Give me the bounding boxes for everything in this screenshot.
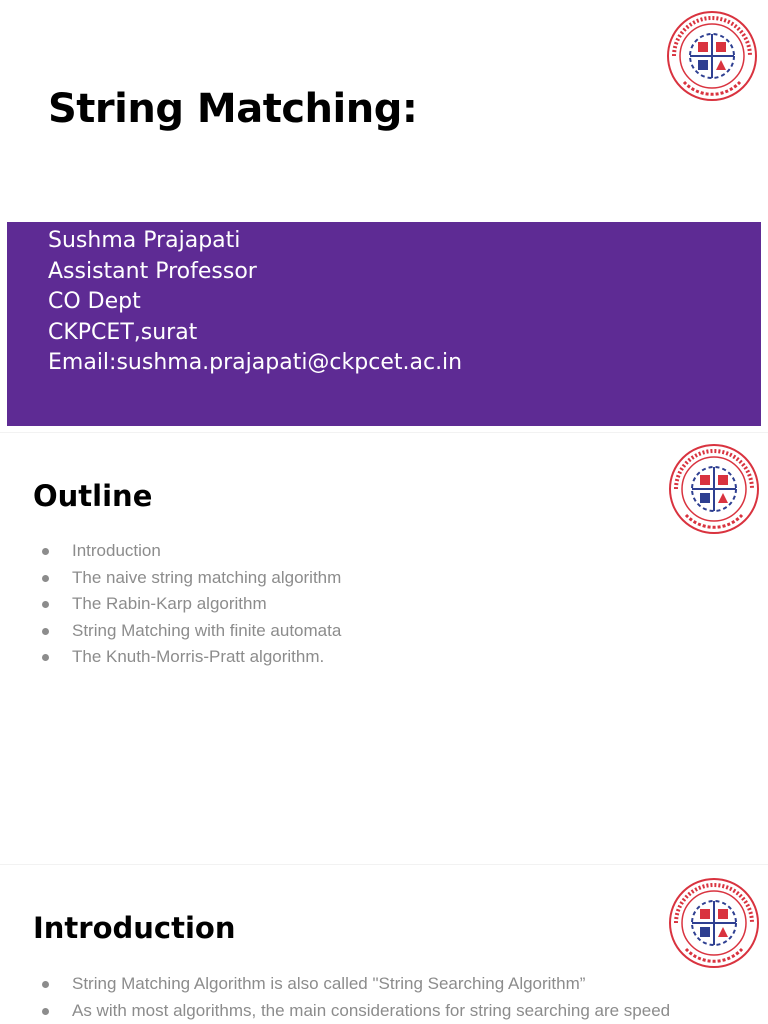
introduction-slide	[0, 864, 768, 1024]
list-item-text: String Matching Algorithm is also called "String Searching Algorithm”	[72, 974, 586, 993]
list-item-text: The Rabin-Karp algorithm	[72, 594, 267, 613]
bullet-icon	[42, 548, 49, 555]
bullet-icon	[42, 575, 49, 582]
outline-list	[40, 538, 341, 671]
list-item	[40, 538, 341, 565]
list-item	[40, 998, 670, 1024]
outline-slide	[0, 432, 768, 864]
college-seal-icon	[666, 875, 762, 971]
slide-title: String Matching:	[48, 86, 418, 132]
outline-heading: Outline	[33, 479, 153, 513]
bullet-icon	[42, 628, 49, 635]
title-slide	[0, 0, 768, 432]
college-seal-icon	[664, 8, 760, 104]
list-item	[40, 591, 341, 618]
bullet-icon	[42, 981, 49, 988]
author-name: Sushma Prajapati	[48, 228, 241, 253]
list-item	[40, 565, 341, 592]
list-item-text: String Matching with finite automata	[72, 620, 342, 640]
author-info-band	[7, 222, 761, 426]
author-department: CO Dept	[48, 289, 141, 314]
author-institute: CKPCET,surat	[48, 319, 198, 345]
list-item	[40, 644, 341, 671]
bullet-icon	[42, 601, 49, 608]
list-item	[40, 971, 670, 998]
bullet-icon	[42, 654, 49, 661]
author-email: Email:sushma.prajapati@ckpcet.ac.in	[48, 350, 463, 375]
list-item-text: Introduction	[72, 541, 161, 560]
introduction-heading: Introduction	[33, 911, 236, 945]
college-seal-icon	[666, 441, 762, 537]
author-designation: Assistant Professor	[48, 258, 257, 284]
list-item-text: As with most algorithms, the main considerations for string searching are speed	[72, 1000, 671, 1020]
list-item	[40, 618, 341, 645]
list-item-text: The Knuth-Morris-Pratt algorithm.	[72, 647, 325, 666]
list-item-text: The naive string matching algorithm	[72, 567, 342, 587]
introduction-list	[40, 971, 670, 1024]
bullet-icon	[42, 1008, 49, 1015]
